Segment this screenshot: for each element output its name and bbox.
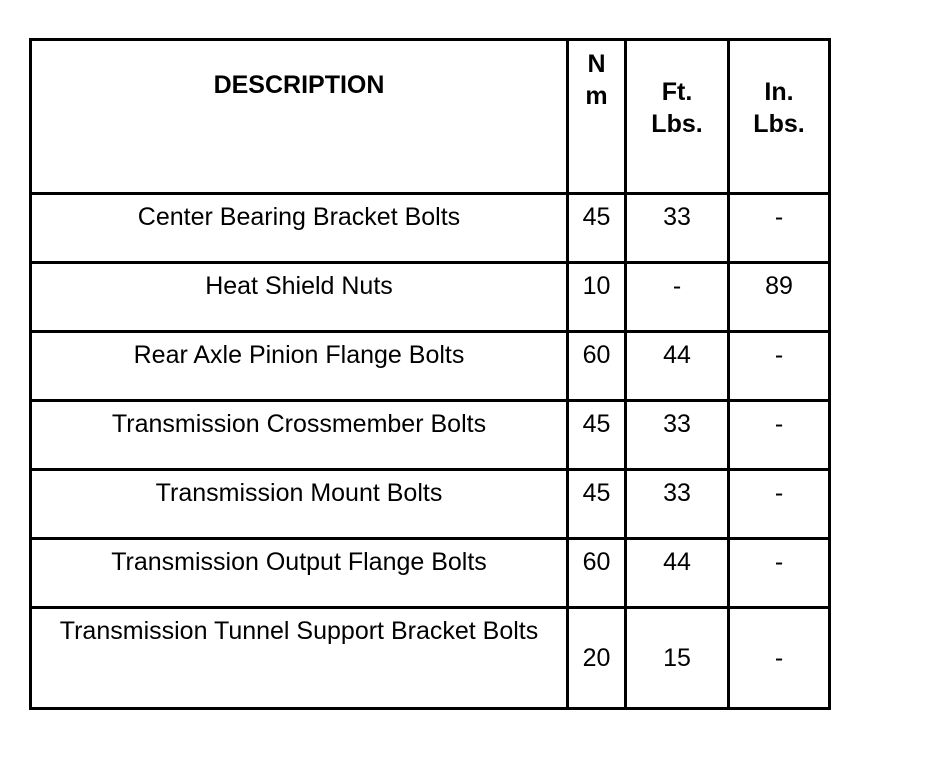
- cell-in-lbs: -: [729, 332, 830, 401]
- header-in-lbs-text: In. Lbs.: [753, 78, 805, 138]
- cell-in-lbs: -: [729, 401, 830, 470]
- cell-in-lbs: -: [729, 194, 830, 263]
- cell-nm: 45: [568, 401, 626, 470]
- cell-description: Transmission Crossmember Bolts: [31, 401, 568, 470]
- cell-description: Center Bearing Bracket Bolts: [31, 194, 568, 263]
- table-row: [31, 263, 830, 332]
- cell-ft-lbs: 44: [626, 539, 729, 608]
- cell-ft-lbs: 15: [626, 608, 729, 709]
- header-ft-lbs: [626, 40, 729, 194]
- table-row: [31, 470, 830, 539]
- cell-in-lbs: -: [729, 539, 830, 608]
- cell-in-lbs: -: [729, 608, 830, 709]
- header-row: [31, 40, 830, 194]
- cell-in-lbs: -: [729, 470, 830, 539]
- cell-nm: 45: [568, 194, 626, 263]
- cell-nm: 60: [568, 539, 626, 608]
- header-ft-lbs-text: Ft. Lbs.: [651, 78, 703, 138]
- cell-ft-lbs: 33: [626, 470, 729, 539]
- cell-description: Transmission Tunnel Support Bracket Bolts: [31, 608, 568, 709]
- header-nm-text: N m: [585, 50, 608, 110]
- cell-description: Heat Shield Nuts: [31, 263, 568, 332]
- header-description: DESCRIPTION: [31, 40, 568, 194]
- cell-ft-lbs: 44: [626, 332, 729, 401]
- cell-description: Rear Axle Pinion Flange Bolts: [31, 332, 568, 401]
- header-in-lbs: [729, 40, 830, 194]
- cell-nm: 60: [568, 332, 626, 401]
- table-row: [31, 401, 830, 470]
- cell-nm: 45: [568, 470, 626, 539]
- cell-description: Transmission Output Flange Bolts: [31, 539, 568, 608]
- table-row: [31, 194, 830, 263]
- header-nm: [568, 40, 626, 194]
- cell-in-lbs: 89: [729, 263, 830, 332]
- table-row: [31, 332, 830, 401]
- torque-spec-table: [29, 38, 831, 710]
- cell-ft-lbs: 33: [626, 194, 729, 263]
- table-row: [31, 608, 830, 709]
- cell-ft-lbs: 33: [626, 401, 729, 470]
- cell-nm: 10: [568, 263, 626, 332]
- table-row: [31, 539, 830, 608]
- cell-nm: 20: [568, 608, 626, 709]
- cell-ft-lbs: -: [626, 263, 729, 332]
- cell-description: Transmission Mount Bolts: [31, 470, 568, 539]
